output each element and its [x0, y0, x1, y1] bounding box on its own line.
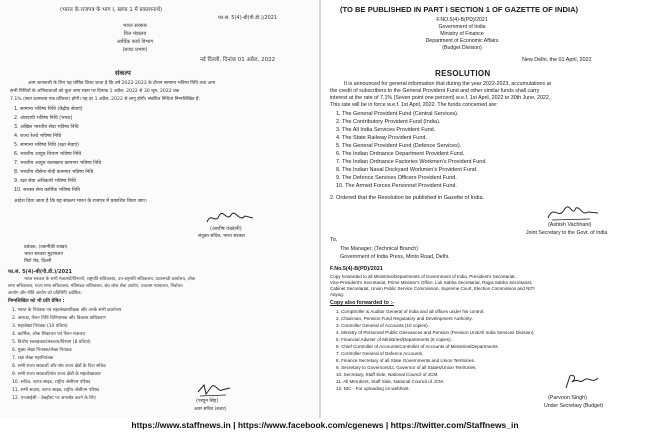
english-copy-line: Vice-President's Secretariat, Prime Minister's Office, Lok Sabha Secretariat, Rajya Sabha Secretariat,	[330, 280, 533, 285]
hindi-copy-item: 5. वित्तीय सलाहकार/मंत्रालय/विभाग (8 प्रतियां)	[12, 340, 91, 345]
hindi-fund-item: 5. सामान्य भविष्य निधि (रक्षा सेवाएं)	[14, 143, 80, 148]
english-order-line: 2. Ordered that the Resolution be published in Gazette of India.	[330, 195, 485, 201]
english-para-line: It is announced for general information that during the year 2022-2023, accumulations at	[344, 81, 552, 87]
english-fund-item: 10. The Armed Forces Personnel Provident Fund.	[336, 183, 457, 189]
hindi-para-line: 7.1% (सात दशमलव एक प्रतिशत) होगी। यह दर 1 अप्रैल, 2022 से लागू होगी। संबंधित निधियां निम्नलिखित हैं:	[10, 97, 200, 102]
hindi-file-number-2: फा.सं. 5(4)-बी(पी.डी.)/2021	[8, 269, 73, 275]
english-ministry: Ministry of Finance	[440, 31, 484, 37]
footer-links[interactable]: https://www.staffnews.in | https://www.facebook.com/cgenews | https://twitter.com/Staffnews_in	[0, 418, 650, 433]
hindi-copy-item: 1. भारत के नियंत्रक एवं महालेखापरीक्षक और उनके सभी कार्यालय	[12, 308, 122, 313]
hindi-copy-item: 3. महालेखा नियंत्रक (10 प्रतियां)	[12, 324, 68, 329]
english-copy-item: 11. All Members, Staff Side, National Council of JCM.	[336, 379, 445, 384]
english-signer2-name: (Parvoon Singh)	[548, 395, 587, 401]
english-to-line: Government of India Press, Minto Road, Delhi.	[340, 254, 450, 260]
english-title: RESOLUTION	[435, 69, 491, 78]
hindi-copy-item: 9. सभी राज्य सरकारों/संघ राज्य क्षेत्रों के महालेखाकार	[12, 372, 101, 377]
english-signer2-designation: Under Secretary (Budget)	[544, 403, 604, 409]
english-copy-item: 6. Chief Controller of Accounts/Controller of Accounts of Ministries/Departments.	[336, 344, 499, 349]
english-copy-line: Cabinet Secretariat, Union Public Service Commission, Supreme Court, Election Commission and NITI	[330, 286, 535, 291]
english-copy-item: 1. Comptroller & Auditor General of India and all offices under his control.	[336, 309, 485, 314]
hindi-copy-line: सभा सचिवालय, राज्य सभा सचिवालय, मंत्रिमंडल सचिवालय, संघ लोक सेवा आयोग, उच्चतम न्यायालय, निर्वाचन	[8, 284, 183, 289]
english-copy-item: 12. NIC - For uploading on webhost.	[336, 386, 410, 391]
hindi-copy-item: 2. अध्यक्ष, पेंशन निधि विनियामक और विकास प्राधिकरण	[12, 316, 106, 321]
hindi-file-number: फा.सं. 5(4)-बी(पी.डी.)/2021	[218, 15, 278, 21]
hindi-para-line: सभी निधियों के अभिदाताओं को कुल जमा रकम पर दिनांक 1 अप्रैल, 2022 से 30 जून, 2022 तक	[10, 89, 180, 94]
hindi-copy-item: 4. कार्मिक, लोक शिकायत एवं पेंशन मंत्रालय	[12, 332, 86, 337]
hindi-fund-item: 4. राज्य रेलवे भविष्य निधि	[14, 134, 62, 139]
english-para-line: the credit of subscribers to the General Provident Fund and other similar funds shall carry	[330, 88, 540, 94]
english-copy-item: 3. Controller General of Accounts (10 copies).	[336, 323, 429, 328]
hindi-fund-item: 10. सशस्त्र सेना कार्मिक भविष्य निधि	[14, 188, 81, 193]
hindi-to-line: मिंटो रोड, दिल्ली	[24, 259, 52, 264]
hindi-copy-item: 12. एनआईसी - वेबहोस्ट पर अपलोड करने के लिए	[12, 396, 96, 401]
hindi-signature-2	[196, 382, 232, 398]
hindi-signature-1	[205, 210, 255, 226]
hindi-to-line: भारत सरकार मुद्रणालय	[24, 252, 63, 257]
english-signer-designation: Joint Secretary to the Govt. of India	[526, 230, 608, 236]
english-copy-line: Aayog.	[330, 292, 345, 297]
english-fund-item: 1. The General Provident Fund (Central Services).	[336, 111, 459, 117]
english-fund-item: 9. The Defence Services Officers Provident Fund.	[336, 175, 457, 181]
hindi-copy-item: 11. सभी सदस्य, स्टाफ साइड, राष्ट्रीय जेसीएम परिषद	[12, 388, 100, 393]
hindi-signer2-designation: अवर सचिव (बजट)	[194, 407, 227, 412]
english-fund-item: 5. The General Provident Fund (Defence Services).	[336, 143, 462, 149]
english-signature-1	[546, 204, 600, 222]
hindi-publish-note: (भारत के राजपत्र के भाग I, खण्ड 1 में प्रकाशनार्थ)	[60, 7, 163, 13]
english-to: To,	[330, 237, 338, 243]
hindi-title: संकल्प	[115, 69, 131, 77]
english-date: New Delhi, the 01 April, 2022	[522, 57, 592, 63]
hindi-fund-item: 2. अंशदायी भविष्य निधि (भारत)	[14, 116, 73, 121]
english-fund-item: 2. The Contributory Provident Fund (India).	[336, 119, 441, 125]
english-fund-item: 7. The Indian Ordnance Factories Workmen's Provident Fund.	[336, 159, 487, 165]
english-publish-note: (TO BE PUBLISHED IN PART I SECTION 1 OF GAZETTE OF INDIA)	[340, 5, 579, 14]
english-copy-item: 4. Ministry of Personnel Public Grievances and Pension (Pension Unit/All India Services Division).	[336, 330, 535, 335]
english-government: Government of India	[438, 24, 486, 30]
english-fund-item: 6. The Indian Ordnance Department Provident Fund.	[336, 151, 465, 157]
english-copy-item: 5. Financial Adviser of Ministries/Departments (8 copies).	[336, 337, 452, 342]
english-to-line: The Manager, (Technical Branch)	[340, 246, 419, 252]
english-para-line: This rate will be in force w.e.f. 1st April, 2022. The funds concerned are:	[330, 102, 498, 108]
hindi-fund-item: 6. भारतीय आयुध विभाग भविष्य निधि	[14, 152, 82, 157]
hindi-copy-item: 8. सभी राज्य सरकारों और संघ राज्य क्षेत्रों के वित्त सचिव	[12, 364, 106, 369]
hindi-order-line: आदेश दिया जाता है कि यह संकल्प भारत के राजपत्र में प्रकाशित किया जाए।	[14, 199, 147, 204]
hindi-fund-item: 8. भारतीय नौसेना गोदी कामगार भविष्य निधि	[14, 170, 94, 175]
hindi-division: (बजट प्रभाग)	[122, 47, 148, 53]
hindi-date: नई दिल्ली, दिनांक 01 अप्रैल, 2022	[200, 57, 276, 63]
hindi-copy-item: 10. सचिव, स्टाफ साइड, राष्ट्रीय जेसीएम परिषद	[12, 380, 91, 385]
hindi-resolution-column	[0, 0, 318, 418]
hindi-copy-item: 7. रक्षा लेखा महानियंत्रक	[12, 356, 54, 361]
hindi-to-line: प्रबंधक, (तकनीकी शाखा)	[24, 245, 68, 250]
hindi-signer-designation: संयुक्त सचिव, भारत सरकार	[198, 234, 245, 239]
hindi-department: आर्थिक कार्य विभाग	[116, 39, 154, 45]
english-signature-2	[562, 372, 602, 392]
hindi-para-line: आम जानकारी के लिए यह घोषित किया जाता है कि वर्ष 2022-2023 के दौरान सामान्य भविष्य निधि तथा अन्य	[28, 81, 216, 86]
english-copy-item: 10. Secretary, Staff Side, National Council of JCM.	[336, 372, 439, 377]
english-resolution-column	[322, 0, 650, 418]
english-copy-also: Copy also forwarded to :-	[330, 300, 394, 306]
hindi-copy-item: 6. मुख्य लेखा नियंत्रक/लेखा नियंत्रक	[12, 348, 72, 353]
english-copy-item: 2. Chairman, Pension Fund Regulatory and Development Authority.	[336, 316, 473, 321]
hindi-government: भारत सरकार	[123, 23, 147, 29]
hindi-signer-name: (आशीष वच्छानी)	[210, 226, 242, 232]
hindi-copy-line: भारत सरकार के सभी मंत्रालयों/विभागों, राष्ट्रपति सचिवालय, उप-राष्ट्रपति सचिवालय, प्रधानमंत्री कार्यालय, लोक	[24, 277, 195, 282]
english-file-number-2: F.No.5(4)-B(PD)/2021	[330, 266, 383, 272]
english-department: Department of Economic Affairs	[425, 38, 499, 44]
english-file-number: F.NO.5(4)-B(PD)/2021	[436, 17, 488, 23]
english-copy-line: Copy forwarded to all Ministries/Departments of Government of India, President's Secretariat,	[330, 274, 516, 279]
english-copy-item: 7. Controller General of Defence Accounts.	[336, 351, 424, 356]
english-copy-item: 9. Secretary to Governors/Lt. Governor of all States/Union Territories.	[336, 365, 477, 370]
hindi-fund-item: 9. रक्षा सेवा अधिकारी भविष्य निधि	[14, 179, 76, 184]
english-fund-item: 4. The State Railway Provident Fund.	[336, 135, 428, 141]
hindi-fund-item: 7. भारतीय आयुध कारखाना कामगार भविष्य निधि	[14, 161, 102, 166]
english-fund-item: 8. The Indian Naval Dockyard Workmen's Provident Fund.	[336, 167, 478, 173]
hindi-signer2-name: (परवून सिंह)	[196, 399, 219, 404]
hindi-copy-also: निम्नलिखित को भी प्रति प्रेषित :	[8, 299, 65, 304]
column-divider	[319, 0, 321, 418]
hindi-ministry: वित्त मंत्रालय	[123, 31, 147, 37]
english-fund-item: 3. The All India Services Provident Fund.	[336, 127, 436, 133]
english-division: (Budget Division)	[442, 45, 482, 51]
english-copy-item: 8. Finance Secretary of all State Governments and Union Territories.	[336, 358, 476, 363]
english-para-line: interest at the rate of 7.1% (Seven point one percent) w.e.f. 1st April, 2022 to 30th June, 2022.	[330, 95, 551, 101]
hindi-fund-item: 3. अखिल भारतीय सेवा भविष्य निधि	[14, 125, 79, 130]
hindi-fund-item: 1. सामान्य भविष्य निधि (केंद्रीय सेवाएं)	[14, 107, 83, 112]
english-signer-name: (Ashish Vachhani)	[548, 222, 592, 228]
hindi-copy-line: आयोग और नीति आयोग को प्रतिलिपि अग्रेषित।	[8, 291, 82, 296]
